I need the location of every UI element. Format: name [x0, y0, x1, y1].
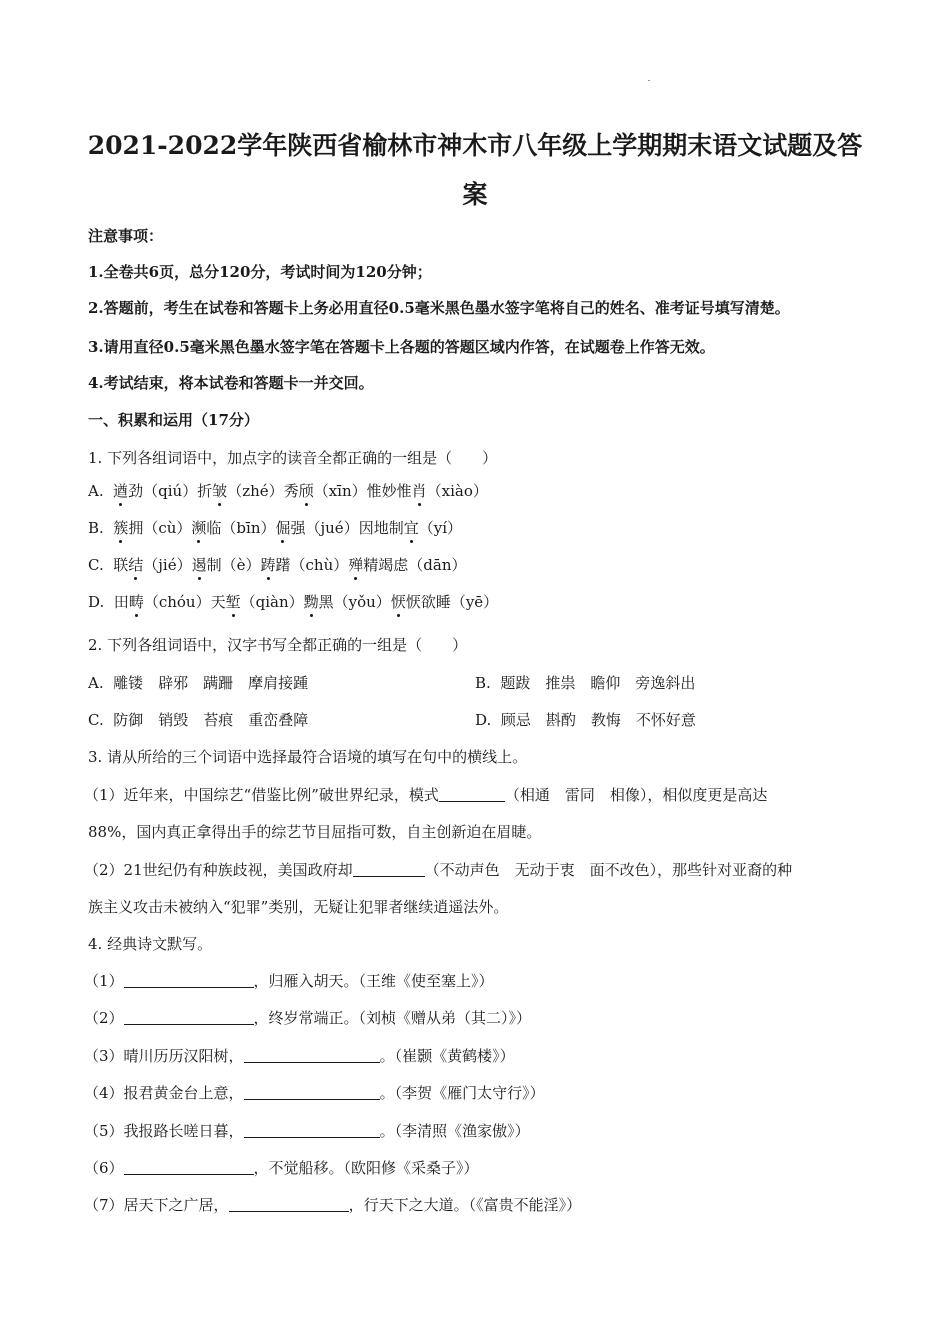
option-label: C. [88, 556, 114, 574]
item-text-after: 。（崔颢《黄鹤楼》） [379, 1047, 515, 1065]
scan-dot [648, 80, 650, 81]
emphasized-character: 宜 [403, 519, 419, 537]
emphasized-character: 皱 [212, 482, 228, 500]
emphasized-character: 颀 [298, 482, 314, 500]
option-text: 制（è） [206, 556, 261, 574]
answer-blank[interactable] [244, 1083, 380, 1100]
notice-item: 1.全卷共6页，总分120分，考试时间为120分钟； [88, 263, 432, 281]
q4-item [84, 1158, 479, 1178]
q3-part1-line2: 88%，国内真正拿得出手的综艺节目屈指可数，自主创新迫在眉睫。 [88, 823, 542, 841]
option-label: D. [88, 593, 114, 611]
item-text-before: 晴川历历汉阳树， [123, 1047, 244, 1065]
item-text-after: ，不觉船移。（欧阳修《采桑子》） [253, 1159, 479, 1177]
option-text: 拥（cù） [128, 519, 192, 537]
option-label: C. [88, 711, 104, 729]
option-text: 劲（qiú）折 [128, 482, 213, 500]
emphasized-character: 殚 [348, 556, 364, 574]
answer-blank[interactable] [124, 1008, 254, 1025]
notice-item: 3.请用直径0.5毫米黑色墨水签字笔在答题卡上各题的答题区域内作答，在试题卷上作答无效。 [88, 338, 715, 356]
option-text: 精竭虑（dān） [363, 556, 467, 574]
emphasized-character: 畴 [128, 593, 144, 611]
option-text: （zhé）秀 [227, 482, 299, 500]
option-text: （yí） [418, 519, 462, 537]
option-label: B. [88, 519, 114, 537]
q4-item [84, 1083, 545, 1103]
option-text: 躇（chù） [275, 556, 349, 574]
item-number: （7） [84, 1196, 124, 1214]
item-text-before: 我报路长嗟日暮， [123, 1122, 244, 1140]
item-text-after: ，归雁入胡天。（王维《使至塞上》） [253, 972, 494, 990]
item-number: （3） [84, 1047, 124, 1065]
option-text: 雕镂 辟邪 蹒跚 摩肩接踵 [113, 674, 309, 692]
answer-blank[interactable] [124, 971, 254, 988]
q3-part1-text-a: （1）近年来，中国综艺“借鉴比例”破世界纪录，模式 [84, 786, 439, 804]
answer-blank[interactable] [229, 1195, 349, 1212]
emphasized-character: 遏 [191, 556, 207, 574]
question-1-stem: 1. 下列各组词语中，加点字的读音全都正确的一组是（ ） [88, 449, 498, 467]
option-label: D. [475, 711, 492, 729]
emphasized-character: 结 [128, 556, 144, 574]
option-text: 防御 销毁 苔痕 重峦叠障 [113, 711, 309, 729]
option-text: （xiào） [426, 482, 488, 500]
question-2-stem: 2. 下列各组词语中，汉字书写全都正确的一组是（ ） [88, 636, 468, 654]
q2-option-a [88, 673, 308, 693]
option-text: （qiàn） [240, 593, 304, 611]
item-text-after: 。（李清照《渔家傲》） [379, 1122, 530, 1140]
answer-blank[interactable] [439, 785, 505, 802]
emphasized-character: 肖 [411, 482, 427, 500]
answer-blank[interactable] [244, 1121, 380, 1138]
q3-part2-text-b: （不动声色 无动于衷 面不改色），那些针对亚裔的种 [424, 861, 793, 879]
item-number: （2） [84, 1009, 124, 1027]
notice-heading: 注意事项： [88, 227, 164, 245]
option-text: （jié） [143, 556, 192, 574]
option-text: 联 [113, 556, 129, 574]
q4-item [84, 1046, 515, 1066]
option-text: 题跋 推祟 瞻仰 旁逸斜出 [500, 674, 696, 692]
option-text: 恹欲睡（yē） [405, 593, 499, 611]
option-label: B. [475, 674, 491, 692]
emphasized-character: 倔 [275, 519, 291, 537]
item-text-after: ，行天下之大道。（《富贵不能淫》） [348, 1196, 582, 1214]
item-text-before: 居天下之广居， [123, 1196, 229, 1214]
notice-item: 4.考试结束，将本试卷和答题卡一并交回。 [88, 374, 374, 392]
item-text-before: 报君黄金台上意， [123, 1084, 244, 1102]
q2-option-d [475, 710, 696, 730]
q3-part2-text-a: （2）21世纪仍有种族歧视，美国政府却 [84, 861, 353, 879]
question-3-stem: 3. 请从所给的三个词语中选择最符合语境的填写在句中的横线上。 [88, 748, 528, 766]
option-label: A. [88, 482, 114, 500]
q1-option-b [88, 518, 462, 538]
q4-item [84, 1008, 531, 1028]
option-text: 黑（yǒu） [318, 593, 391, 611]
answer-blank[interactable] [124, 1158, 254, 1175]
option-text: 临（bīn） [206, 519, 276, 537]
emphasized-character: 堑 [225, 593, 241, 611]
item-number: （5） [84, 1122, 124, 1140]
item-text-after: ，终岁常端正。（刘桢《赠从弟（其二）》） [253, 1009, 532, 1027]
q4-item [84, 1121, 530, 1141]
q4-item [84, 1195, 581, 1215]
item-text-after: 。（李贺《雁门太守行》） [379, 1084, 545, 1102]
emphasized-character: 恹 [390, 593, 406, 611]
emphasized-character: 濒 [191, 519, 207, 537]
item-number: （6） [84, 1159, 124, 1177]
option-text: （chóu）天 [143, 593, 226, 611]
emphasized-character: 黝 [303, 593, 319, 611]
emphasized-character: 簇 [113, 519, 129, 537]
notice-item: 2.答题前，考生在试卷和答题卡上务必用直径0.5毫米黑色墨水签字笔将自己的姓名、准考证号填写清楚。 [88, 299, 790, 317]
option-text: 田 [113, 593, 129, 611]
page-title-line2: 案 [462, 180, 488, 209]
emphasized-character: 遒 [113, 482, 129, 500]
q3-part1-text-b: （相通 雷同 相像），相似度更是高达 [504, 786, 768, 804]
q1-option-c [88, 555, 467, 575]
q2-option-c [88, 710, 308, 730]
q1-option-d [88, 592, 498, 612]
emphasized-character: 踌 [260, 556, 276, 574]
option-text: 强（jué）因地制 [290, 519, 404, 537]
option-text: （xīn）惟妙惟 [313, 482, 412, 500]
answer-blank[interactable] [244, 1046, 380, 1063]
q2-option-b [475, 673, 695, 693]
q1-option-a [88, 481, 488, 501]
answer-blank[interactable] [353, 860, 425, 877]
q3-part2-line2: 族主义攻击未被纳入“犯罪”类别，无疑让犯罪者继续逍遥法外。 [88, 898, 509, 916]
q3-part2-line1 [84, 860, 792, 880]
q3-part1-line1 [84, 785, 767, 805]
option-text: 顾忌 斟酌 教悔 不怀好意 [500, 711, 696, 729]
item-number: （1） [84, 972, 124, 990]
q4-item [84, 971, 494, 991]
page-title-line1: 2021-2022学年陕西省榆林市神木市八年级上学期期末语文试题及答 [87, 131, 863, 160]
item-number: （4） [84, 1084, 124, 1102]
option-label: A. [88, 674, 104, 692]
section-heading: 一、积累和运用（17分） [88, 411, 259, 429]
question-4-stem: 4. 经典诗文默写。 [88, 935, 213, 953]
